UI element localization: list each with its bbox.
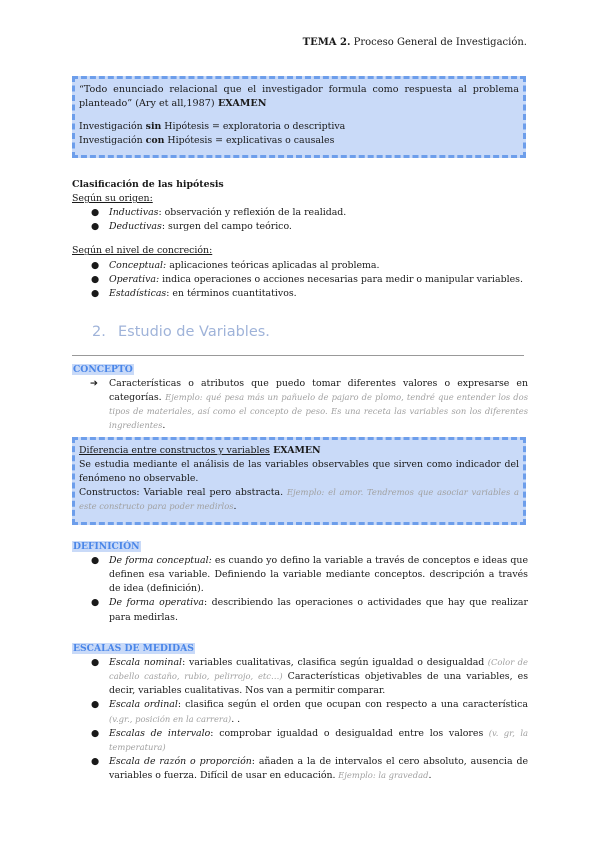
concept-text: Características o atributos que puedo tomar diferentes valores o expresarse en categorías. [109,378,528,404]
item-desc: : describiendo las operaciones o actividades que hay que realizar para medirlas. [109,597,528,623]
classification-section [72,178,528,301]
item-term: De forma operativa [109,597,205,609]
item-term: Inductivas [109,207,159,219]
bullet-icon: ● [91,657,100,669]
item-desc: : observación y reflexión de la realidad. [158,207,347,219]
line-text: Investigación [79,121,146,133]
item-after: . [428,769,432,781]
bullet-icon: ● [91,699,100,711]
definition-tag: DEFINICIÓN [73,541,140,552]
item-desc: : variables cualitativas, clasifica según igualdad o desigualdad [182,657,485,669]
bullet-icon: ● [91,207,100,219]
list-item [72,596,528,624]
section-heading [92,322,270,344]
scales-list [72,656,528,783]
item-term: De forma conceptual: [109,555,212,567]
section-title: Estudio de Variables. [118,324,270,340]
origin-label: Según su origen: [72,193,153,205]
line-text: Investigación [79,135,146,147]
bullet-icon: ● [91,727,100,739]
item-desc: : añaden a la de intervalos el cero absoluto, ausencia de variables o fuerza. Difícil de usar en educación. [109,755,528,781]
list-item [72,273,528,287]
item-desc: : surgen del campo teórico. [161,221,292,233]
bullet-icon: ● [91,555,100,567]
item-term: Escala nominal [109,657,183,669]
item-term: Escalas de intervalo [109,727,211,739]
definition-list [72,554,528,625]
item-example: Ejemplo: la gravedad [335,769,429,780]
item-after: Características objetivables de una variables, es decir, variables cualitativas. Nos van a permitir comparar. [109,671,529,697]
classification-title: Clasificación de las hipótesis [72,179,224,190]
item-example: (v. gr, la temperatura) [109,727,528,752]
list-item [72,206,528,220]
list-item [72,554,528,596]
concept-section [72,363,528,434]
section-number: 2. [92,324,106,340]
line-text: Hipótesis = exploratoria o descriptiva [161,121,346,133]
bullet-icon: ● [91,221,100,233]
item-term: Escala de razón o proporción [109,755,252,767]
concept-example: Ejemplo: qué pesa más un pañuelo de pajaro de plomo, tendré que entender los dos tipos de materiales, así como el concepto de peso. Es una receta las variables son los diferentes ingredientes [109,392,529,431]
scales-section [72,642,528,783]
item-term: Estadísticas [109,287,167,299]
line-emphasis: sin [145,121,162,133]
bullet-icon: ● [91,273,100,285]
line-emphasis: con [145,135,165,147]
topic-number: TEMA 2. [302,37,351,48]
constructs-end: . [233,501,237,513]
constructs-variables-box [72,437,526,525]
bullet-icon: ● [91,259,100,271]
investigation-without-line [79,120,519,134]
concept-end: . [162,420,166,432]
scales-tag: ESCALAS DE MEDIDAS [73,643,194,654]
item-after: . . [231,713,241,725]
bullet-icon: ● [91,755,100,767]
list-item [72,755,528,783]
page-header [303,35,527,50]
item-desc: : clasifica según el orden que ocupan con respecto a una característica [177,699,528,711]
exam-label: EXAMEN [269,445,321,456]
concept-item [72,377,528,433]
level-label: Según el nivel de concreción: [72,245,213,257]
origin-list [72,206,528,234]
item-example: (v.gr., posición en la carrera) [109,713,232,724]
quote-text: “Todo enunciado relacional que el investigador formula como respuesta al problema planteado” (Ary et all,1987) [79,84,519,109]
bullet-icon: ● [91,287,100,299]
item-term: Deductivas [109,221,162,233]
box2-title: Diferencia entre constructos y variables [79,445,270,456]
list-item [72,220,528,234]
constructs-example: Ejemplo: el amor. Tendremos que asociar variables a este constructo para poder medirlos [79,487,519,512]
exam-label: EXAMEN [214,97,267,109]
topic-title: Proceso General de Investigación. [350,37,527,48]
item-term: Escala ordinal [109,699,178,711]
item-term: Conceptual: [109,259,167,271]
box2-constructs [79,486,519,514]
box2-title-line [79,444,519,458]
bullet-icon: ● [91,597,100,609]
list-item [72,259,528,273]
item-example: (Color de cabello castaño, rubio, pelirrojo, etc…) [109,657,528,682]
level-list [72,259,528,301]
item-desc: : comprobar igualdad o desigualdad entre los valores [210,727,484,739]
list-item [72,287,528,301]
item-desc: : en términos cuantitativos. [166,287,297,299]
item-desc: indica operaciones o acciones necesarias para medir o manipular variables. [159,273,523,285]
hypothesis-definition-box [72,76,526,158]
section-divider [72,355,524,356]
box2-text: Se estudia mediante el análisis de las variables observables que sirven como indicador del fenómeno no observable. [79,459,519,485]
list-item [72,698,528,726]
line-text: Hipótesis = explicativas o causales [164,135,335,147]
list-item [72,727,528,755]
list-item [72,656,528,698]
item-desc: es cuando yo defino la variable a través de conceptos e ideas que definen esa variable. Definiendo la variable mediante conceptos. descripción a través de idea (definición). [109,555,528,595]
concept-tag: CONCEPTO [73,364,133,375]
investigation-with-line [79,134,519,148]
right-arrow-icon: ➔ [90,378,98,390]
hypothesis-quote [79,83,519,110]
constructs-text: Constructos: Variable real pero abstracta. [79,487,284,499]
definition-section [72,540,528,625]
item-desc: aplicaciones teóricas aplicadas al problema. [166,259,380,271]
item-term: Operativa: [109,273,160,285]
